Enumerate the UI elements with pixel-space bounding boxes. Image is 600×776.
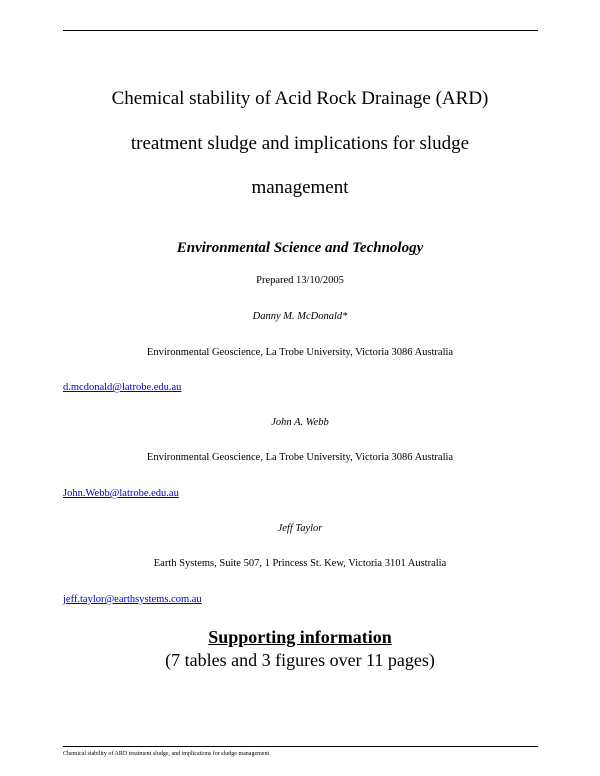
author-name-1: Danny M. McDonald* xyxy=(252,311,348,322)
title-line-2: treatment sludge and implications for sludge xyxy=(130,133,470,154)
author-name-2: John A. Webb xyxy=(271,417,329,428)
supporting-info-subheading: (7 tables and 3 figures over 11 pages) xyxy=(165,650,435,670)
prepared-date: Prepared 13/10/2005 xyxy=(256,275,344,286)
author-email-link-1[interactable]: d.mcdonald@latrobe.edu.au xyxy=(63,382,182,393)
supporting-info-heading: Supporting information xyxy=(208,627,392,647)
bottom-rule xyxy=(63,746,538,747)
author-name-3: Jeff Taylor xyxy=(277,523,323,534)
page-footer: Chemical stability of ARD treatment sludge, and implications for sludge management xyxy=(63,751,270,757)
journal-name: Environmental Science and Technology xyxy=(176,240,424,256)
title-line-3: management xyxy=(251,177,349,198)
top-rule xyxy=(63,30,538,31)
title-line-1: Chemical stability of Acid Rock Drainage (ARD) xyxy=(111,88,489,109)
author-email-link-2[interactable]: John.Webb@latrobe.edu.au xyxy=(63,488,179,499)
author-affiliation-2: Environmental Geoscience, La Trobe University, Victoria 3086 Australia xyxy=(146,452,454,463)
author-affiliation-3: Earth Systems, Suite 507, 1 Princess St. Kew, Victoria 3101 Australia xyxy=(153,558,447,569)
author-email-link-3[interactable]: jeff.taylor@earthsystems.com.au xyxy=(63,594,202,605)
author-affiliation-1: Environmental Geoscience, La Trobe University, Victoria 3086 Australia xyxy=(146,347,454,358)
